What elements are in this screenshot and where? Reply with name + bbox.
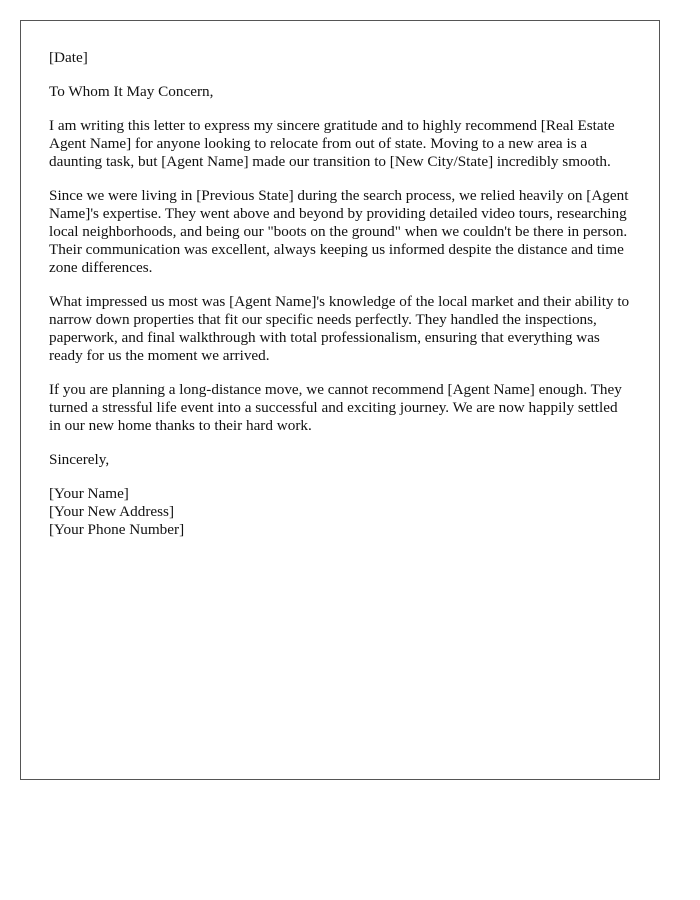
letter-closing: Sincerely, xyxy=(49,451,110,468)
letter-date: [Date] xyxy=(49,49,88,66)
letter-paragraph-2: Since we were living in [Previous State] during the search process, we relied heavily on [Agent Name]'s expertise. They went above and beyond by providing detailed video tours, researching local neighborhoods, and being our "boots on the ground" when we couldn't be there in person. Their communication was excellent, always keeping us informed despite the distance and time zone differences. xyxy=(49,187,629,276)
letter-page xyxy=(20,20,660,780)
letter-paragraph-4: If you are planning a long-distance move, we cannot recommend [Agent Name] enough. They turned a stressful life event into a successful and exciting journey. We are now happily settled in our new home thanks to their hard work. xyxy=(49,381,622,434)
signature-name: [Your Name] xyxy=(49,485,129,502)
signature-address: [Your New Address] xyxy=(49,503,175,520)
signature-phone: [Your Phone Number] xyxy=(49,521,185,538)
letter-salutation: To Whom It May Concern, xyxy=(49,83,214,100)
letter-paragraph-3: What impressed us most was [Agent Name]'s knowledge of the local market and their ability to narrow down properties that fit our specific needs perfectly. They handled the inspections, paperwork, and final walkthrough with total professionalism, ensuring that everything was ready for us the moment we arrived. xyxy=(49,293,630,364)
letter-paragraph-1: I am writing this letter to express my sincere gratitude and to highly recommend [Real Estate Agent Name] for anyone looking to relocate from out of state. Moving to a new area is a daunting task, but [Agent Name] made our transition to [New City/State] incredibly smooth. xyxy=(49,117,615,170)
signature-block xyxy=(49,485,631,539)
